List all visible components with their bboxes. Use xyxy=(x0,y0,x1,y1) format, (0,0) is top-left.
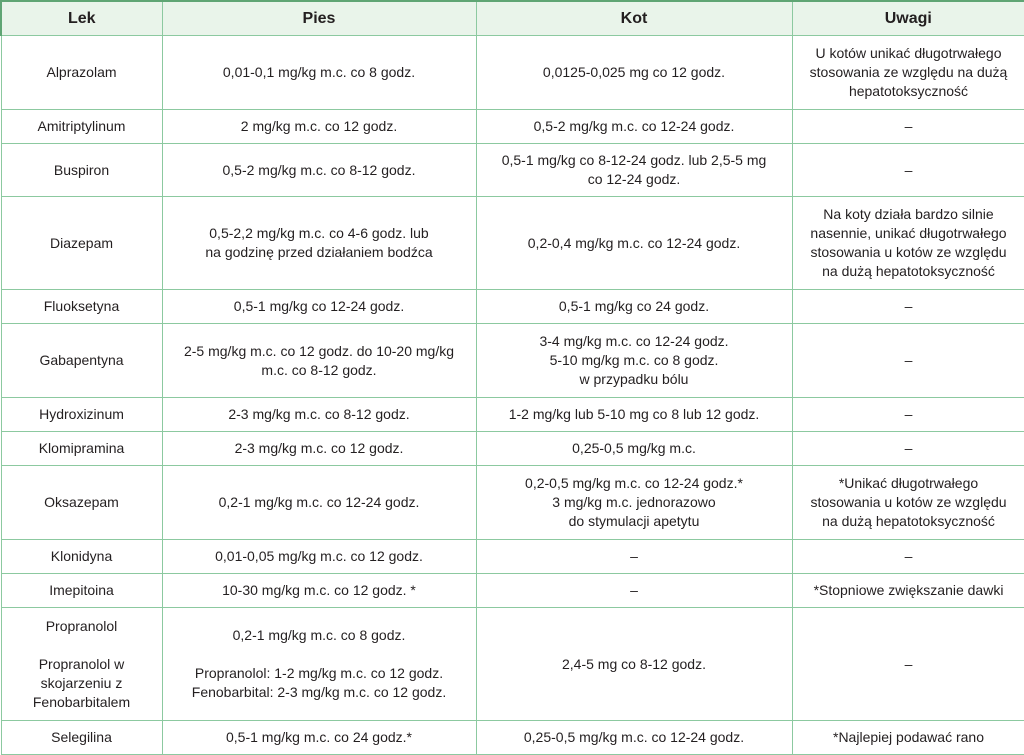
cell-pies: 0,5-2 mg/kg m.c. co 8-12 godz. xyxy=(162,144,476,197)
cell-pies: 2-3 mg/kg m.c. co 8-12 godz. xyxy=(162,398,476,432)
cell-lek: Klonidyna xyxy=(1,540,162,574)
cell-uwagi: *Stopniowe zwiększanie dawki xyxy=(792,574,1024,608)
cell-kot: 1-2 mg/kg lub 5-10 mg co 8 lub 12 godz. xyxy=(476,398,792,432)
cell-lek: Buspiron xyxy=(1,144,162,197)
cell-lek: Klomipramina xyxy=(1,432,162,466)
cell-kot: 0,25-0,5 mg/kg m.c. xyxy=(476,432,792,466)
cell-pies: 0,2-1 mg/kg m.c. co 12-24 godz. xyxy=(162,466,476,540)
cell-kot: – xyxy=(476,540,792,574)
cell-pies: 0,5-2,2 mg/kg m.c. co 4-6 godz. lub na godzinę przed działaniem bodźca xyxy=(162,197,476,290)
column-header-kot: Kot xyxy=(476,1,792,36)
cell-lek: Alprazolam xyxy=(1,36,162,110)
cell-uwagi: – xyxy=(792,110,1024,144)
cell-lek: Hydroxizinum xyxy=(1,398,162,432)
table-row xyxy=(1,721,1024,755)
table-row xyxy=(1,110,1024,144)
table-row xyxy=(1,574,1024,608)
cell-kot: 3-4 mg/kg m.c. co 12-24 godz. 5-10 mg/kg m.c. co 8 godz. w przypadku bólu xyxy=(476,324,792,398)
cell-lek: Diazepam xyxy=(1,197,162,290)
cell-lek: Amitriptylinum xyxy=(1,110,162,144)
cell-pies: 0,5-1 mg/kg m.c. co 24 godz.* xyxy=(162,721,476,755)
table-row xyxy=(1,324,1024,398)
cell-kot: 0,5-1 mg/kg co 24 godz. xyxy=(476,290,792,324)
cell-kot: 0,5-1 mg/kg co 8-12-24 godz. lub 2,5-5 mg co 12-24 godz. xyxy=(476,144,792,197)
column-header-uwagi: Uwagi xyxy=(792,1,1024,36)
cell-pies: 0,01-0,05 mg/kg m.c. co 12 godz. xyxy=(162,540,476,574)
cell-pies: 0,2-1 mg/kg m.c. co 8 godz. Propranolol: 1-2 mg/kg m.c. co 12 godz. Fenobarbital: 2-3 mg/kg m.c. co 12 godz. xyxy=(162,608,476,721)
table-row xyxy=(1,540,1024,574)
cell-kot: – xyxy=(476,574,792,608)
table-row xyxy=(1,290,1024,324)
table-row xyxy=(1,466,1024,540)
cell-kot: 0,2-0,4 mg/kg m.c. co 12-24 godz. xyxy=(476,197,792,290)
column-header-pies: Pies xyxy=(162,1,476,36)
cell-uwagi: – xyxy=(792,144,1024,197)
cell-pies: 2 mg/kg m.c. co 12 godz. xyxy=(162,110,476,144)
table-row xyxy=(1,36,1024,110)
cell-uwagi: – xyxy=(792,398,1024,432)
cell-pies: 0,5-1 mg/kg co 12-24 godz. xyxy=(162,290,476,324)
cell-lek: Fluoksetyna xyxy=(1,290,162,324)
cell-kot: 0,2-0,5 mg/kg m.c. co 12-24 godz.* 3 mg/kg m.c. jednorazowo do stymulacji apetytu xyxy=(476,466,792,540)
cell-lek: Gabapentyna xyxy=(1,324,162,398)
cell-uwagi: – xyxy=(792,290,1024,324)
cell-lek: Oksazepam xyxy=(1,466,162,540)
table-header-row xyxy=(1,1,1024,36)
cell-uwagi: – xyxy=(792,608,1024,721)
cell-lek: Imepitoina xyxy=(1,574,162,608)
cell-uwagi: U kotów unikać długotrwałego stosowania ze względu na dużą hepatotoksyczność xyxy=(792,36,1024,110)
cell-uwagi: – xyxy=(792,540,1024,574)
cell-uwagi: – xyxy=(792,432,1024,466)
cell-uwagi: Na koty działa bardzo silnie nasennie, unikać długotrwałego stosowania u kotów ze względu na dużą hepatotoksyczność xyxy=(792,197,1024,290)
cell-lek: Propranolol Propranolol w skojarzeniu z Fenobarbitalem xyxy=(1,608,162,721)
cell-kot: 0,0125-0,025 mg co 12 godz. xyxy=(476,36,792,110)
table-row xyxy=(1,144,1024,197)
cell-uwagi: *Najlepiej podawać rano xyxy=(792,721,1024,755)
table-row xyxy=(1,398,1024,432)
table-row xyxy=(1,608,1024,721)
cell-kot: 0,25-0,5 mg/kg m.c. co 12-24 godz. xyxy=(476,721,792,755)
table-row xyxy=(1,432,1024,466)
column-header-lek: Lek xyxy=(1,1,162,36)
table-row xyxy=(1,197,1024,290)
cell-pies: 0,01-0,1 mg/kg m.c. co 8 godz. xyxy=(162,36,476,110)
cell-pies: 10-30 mg/kg m.c. co 12 godz. * xyxy=(162,574,476,608)
cell-uwagi: – xyxy=(792,324,1024,398)
cell-kot: 0,5-2 mg/kg m.c. co 12-24 godz. xyxy=(476,110,792,144)
cell-lek: Selegilina xyxy=(1,721,162,755)
cell-pies: 2-5 mg/kg m.c. co 12 godz. do 10-20 mg/kg m.c. co 8-12 godz. xyxy=(162,324,476,398)
cell-uwagi: *Unikać długotrwałego stosowania u kotów ze względu na dużą hepatotoksyczność xyxy=(792,466,1024,540)
cell-kot: 2,4-5 mg co 8-12 godz. xyxy=(476,608,792,721)
cell-pies: 2-3 mg/kg m.c. co 12 godz. xyxy=(162,432,476,466)
